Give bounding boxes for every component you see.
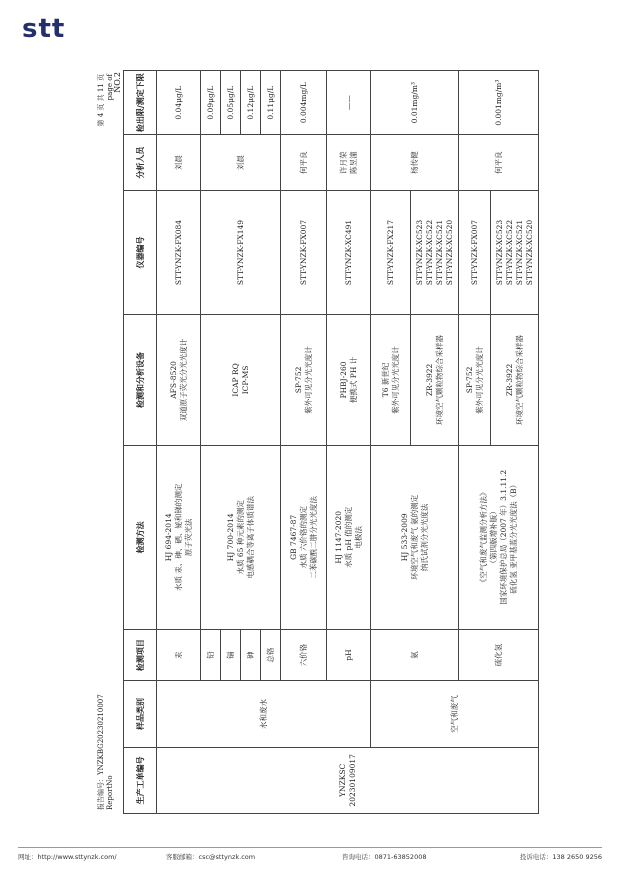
equipment-ph: PHBJ-260 便携式 PH 计: [327, 315, 371, 446]
footer-phone: 咨询电话：0871-63852008: [342, 853, 427, 861]
header-sample-category: 样品类别: [124, 681, 157, 747]
header-work-order: 生产工单编号: [124, 747, 157, 813]
category-water: 水和废水: [157, 681, 371, 747]
analyst-hg: 刘晨: [157, 135, 201, 191]
header-detection-limit: 检出限/测定下限: [124, 71, 157, 135]
instrument-nh3-sampler: STT-YNZK-XC523 STT-YNZK-XC522 STT-YNZK-XC521 STT-YNZK-XC520: [411, 190, 459, 314]
limit-as: 0.12μg/L: [241, 71, 261, 135]
method-ph: HJ 1147-2020 水质 pH 值的测定 电极法: [327, 445, 371, 629]
header-analyst: 分析人员: [124, 135, 157, 191]
method-icp: HJ 700-2014 水质 65 种元素的测定 电感耦合等离子体质谱法: [201, 445, 281, 629]
analyst-h2s: 何平良: [459, 135, 539, 191]
equipment-nh3-sampler: ZR-3922 环境空气颗粒物综合采样器: [411, 315, 459, 446]
equipment-nh3-spectro: T6 新世纪 紫外可见分光光度计: [371, 315, 411, 446]
item-pb: 铅: [201, 629, 221, 680]
footer-email: 客服邮箱：csc@sttynzk.com: [166, 853, 256, 861]
header-test-method: 检测方法: [124, 445, 157, 629]
limit-pb: 0.09μg/L: [201, 71, 221, 135]
table-row: [371, 71, 411, 814]
report-header: [95, 70, 123, 814]
rotated-report-content: [95, 70, 600, 814]
method-h2s: 《空气和废气监测分析方法》 （第四版增补版） 国家环境保护总局（2007 年）3.1.11.2 硫化氢 亚甲基蓝分光光度法（B）: [459, 445, 539, 629]
analyst-ph: 许月荣 陈昱潼: [327, 135, 371, 191]
limit-cr: 0.11μg/L: [261, 71, 281, 135]
item-as: 砷: [241, 629, 261, 680]
company-logo: stt: [22, 14, 66, 44]
item-cr: 总铬: [261, 629, 281, 680]
instrument-cr6: STT-YNZK-FX007: [281, 190, 327, 314]
header-test-item: 检测项目: [124, 629, 157, 680]
analyst-cr6: 何平良: [281, 135, 327, 191]
equipment-cr6: SP-752 紫外可见分光光度计: [281, 315, 327, 446]
instrument-h2s-spectro: STT-YNZK-FX007: [459, 190, 491, 314]
item-cd: 镉: [221, 629, 241, 680]
instrument-nh3-spectro: STT-YNZK-FX217: [371, 190, 411, 314]
limit-cd: 0.05μg/L: [221, 71, 241, 135]
instrument-ph: STT-YNZK-XC491: [327, 190, 371, 314]
method-hg: HJ 694-2014 水质 汞、砷、硒、铋和锑的测定 原子荧光法: [157, 445, 201, 629]
item-h2s: 硫化氢: [459, 629, 539, 680]
limit-ph: ——: [327, 71, 371, 135]
limit-hg: 0.04μg/L: [157, 71, 201, 135]
page-indicator: 第 4 页 共 11 页 page of: [97, 74, 114, 127]
analyst-icp: 刘晨: [201, 135, 281, 191]
page-footer: [18, 847, 602, 861]
limit-nh3: 0.01mg/m³: [371, 71, 459, 135]
footer-complaint: 投诉电话：138 2650 9256: [519, 853, 602, 861]
equipment-hg: AFS-8520 双道原子荧光分光光度计: [157, 315, 201, 446]
test-method-table: [123, 70, 539, 814]
limit-h2s: 0.001mg/m³: [459, 71, 539, 135]
analyst-nh3: 杨传健: [371, 135, 459, 191]
category-air: 空气和废气: [371, 681, 539, 747]
header-equipment: 检测和分析设备: [124, 315, 157, 446]
footer-website: 网址：http://www.sttynzk.com/: [18, 853, 117, 861]
table-row: [157, 71, 201, 814]
equipment-icp: ICAP RQ ICP-MS: [201, 315, 281, 446]
method-nh3: HJ 533-2009 环境空气和废气 氨的测定 纳氏试剂分光光度法: [371, 445, 459, 629]
table-header-row: [124, 71, 157, 814]
instrument-hg: STT-YNZK-FX084: [157, 190, 201, 314]
header-instrument-number: 仪器编号: [124, 190, 157, 314]
item-cr6: 六价铬: [281, 629, 327, 680]
method-cr6: GB 7467-87 水质 六价铬的测定 二苯碳酰二肼分光光度法: [281, 445, 327, 629]
instrument-h2s-sampler: STT-YNZK-XC523 STT-YNZK-XC522 STT-YNZK-XC521 STT-YNZK-XC520: [491, 190, 539, 314]
limit-cr6: 0.004mg/L: [281, 71, 327, 135]
item-hg: 汞: [157, 629, 201, 680]
report-number: 报告编号：YNZKBG20230210007 ReportNo: [97, 694, 114, 810]
equipment-h2s-sampler: ZR-3922 环境空气颗粒物综合采样器: [491, 315, 539, 446]
equipment-h2s-spectro: SP-752 紫外可见分光光度计: [459, 315, 491, 446]
document-number: NO.2: [113, 72, 122, 93]
item-nh3: 氨: [371, 629, 459, 680]
work-order-cell: YNZKSC 20230109017: [157, 747, 539, 813]
instrument-icp: STT-YNZK-FX149: [201, 190, 281, 314]
item-ph: pH: [327, 629, 371, 680]
